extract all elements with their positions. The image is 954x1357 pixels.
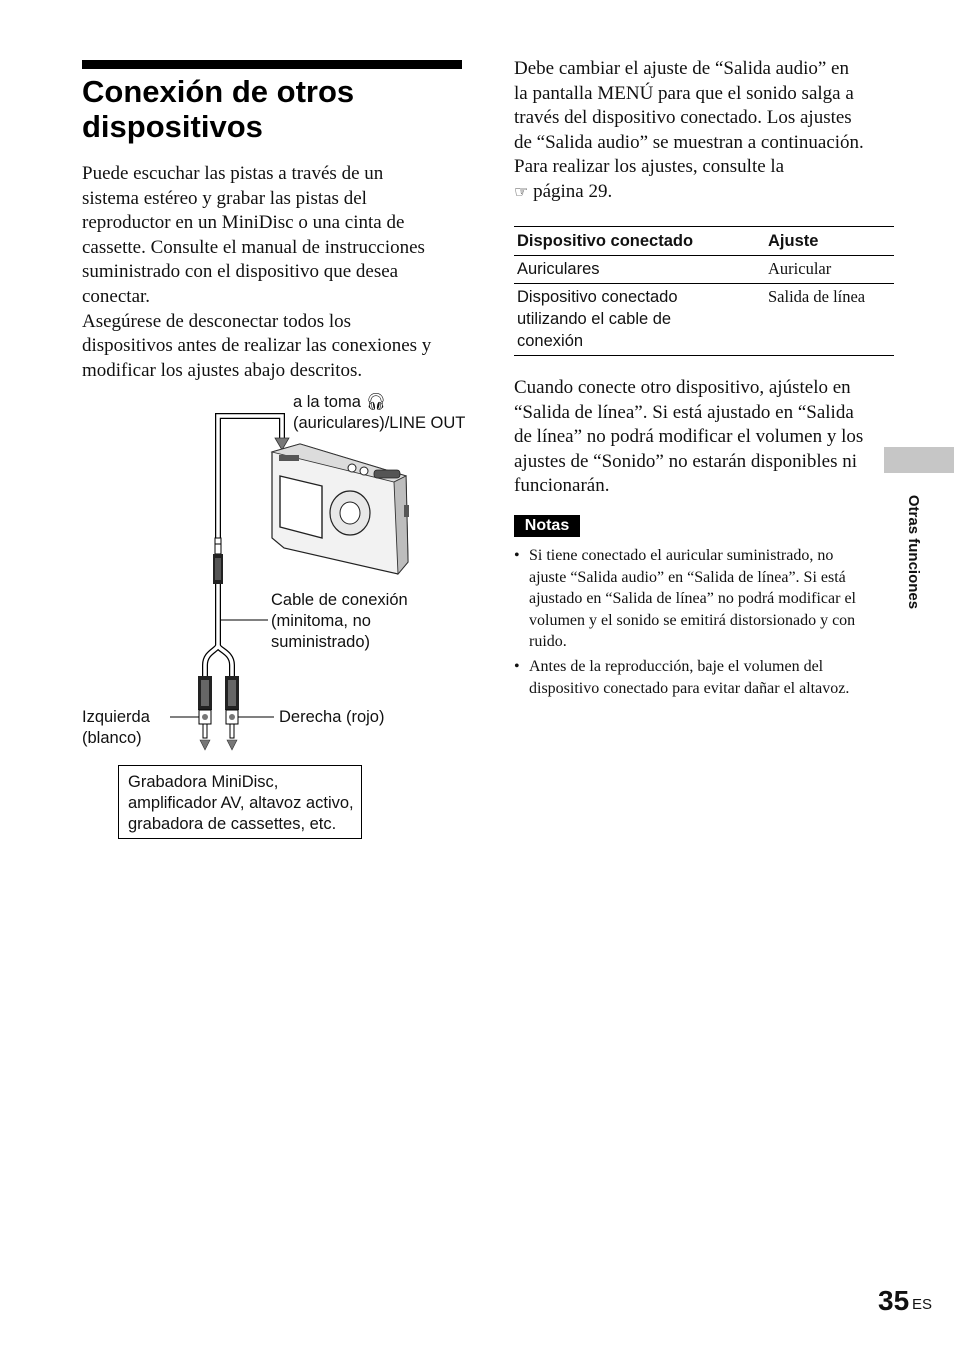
- device-box-line: grabadora de cassettes, etc.: [128, 815, 337, 833]
- device-line: Dispositivo conectado: [517, 288, 678, 306]
- note-line: Si tiene conectado el auricular suministrado, no: [529, 547, 834, 564]
- after-table-line: ajustes de “Sonido” no estarán disponibles ni: [514, 450, 857, 472]
- reference-icon: ☞: [514, 181, 529, 201]
- after-table-line: funcionarán.: [514, 475, 610, 497]
- intro-line: Puede escuchar las pistas a través de un: [82, 163, 384, 184]
- bullet-icon: •: [514, 547, 520, 564]
- left-label-line: (blanco): [82, 729, 142, 747]
- right-intro-line: de “Salida audio” se muestran a continuación.: [514, 131, 864, 153]
- left-label-line: Izquierda: [82, 708, 150, 726]
- note-item: [529, 545, 899, 653]
- right-intro-line: la pantalla MENÚ para que el sonido salga a: [514, 82, 854, 104]
- settings-table: [514, 226, 894, 356]
- title-line: dispositivos: [82, 109, 263, 144]
- jack-label-line: (auriculares)/LINE OUT: [293, 414, 466, 432]
- cable-label-line: (minitoma, no: [271, 612, 371, 630]
- device-line: Auriculares: [517, 260, 600, 278]
- right-intro-line: Para realizar los ajustes, consulte la: [514, 156, 785, 178]
- table-row: [514, 256, 894, 284]
- note-line: dispositivo conectado para evitar dañar el altavoz.: [529, 679, 850, 697]
- right-channel-label: [279, 707, 384, 728]
- cable-label: [271, 590, 408, 653]
- after-table-line: Cuando conecte otro dispositivo, ajústelo en: [514, 377, 851, 398]
- target-device-box: [118, 765, 362, 839]
- section-label: Otras funciones: [905, 494, 922, 610]
- note-line: ajustado en “Salida de línea” no podrá modificar el: [529, 590, 856, 608]
- note-item: [529, 656, 899, 699]
- cable-label-line: Cable de conexión: [271, 591, 408, 609]
- device-line: conexión: [517, 332, 584, 350]
- intro-line: suministrado con el dispositivo que desea: [82, 261, 399, 283]
- device-box-line: Grabadora MiniDisc,: [128, 773, 279, 791]
- intro-line: modificar los ajustes abajo descritos.: [82, 359, 363, 381]
- device-line: utilizando el cable de: [517, 310, 672, 328]
- table-row: [514, 284, 894, 356]
- device-box-line: amplificador AV, altavoz activo,: [128, 794, 354, 812]
- intro-line: sistema estéreo y grabar las pistas del: [82, 187, 367, 209]
- player-device: [272, 444, 409, 574]
- cable-label-line: suministrado): [271, 633, 371, 651]
- table-header-row: [514, 227, 894, 256]
- intro-line: conectar.: [82, 285, 151, 307]
- table-header-device: Dispositivo conectado: [514, 227, 765, 256]
- jack-label: [293, 392, 465, 434]
- intro-line: cassette. Consulte el manual de instrucciones: [82, 236, 425, 258]
- table-cell-device: [514, 284, 765, 356]
- setting-value: Auricular: [768, 259, 832, 278]
- note-line: ruido.: [529, 633, 567, 651]
- intro-line: reproductor en un MiniDisc o una cinta de: [82, 212, 405, 234]
- right-label-line: Derecha (rojo): [279, 708, 385, 726]
- after-table-line: de línea” no podrá modificar el volumen y los: [514, 426, 864, 448]
- mini-plug: [213, 538, 223, 584]
- table-header-setting: Ajuste: [765, 227, 894, 256]
- note-line: Antes de la reproducción, baje el volumen del: [529, 658, 824, 675]
- page-number: 35: [878, 1285, 910, 1316]
- after-table-line: “Salida de línea”. Si está ajustado en “Salida: [514, 401, 854, 423]
- section-tab: [884, 447, 954, 473]
- right-intro-line: Debe cambiar el ajuste de “Salida audio” en: [514, 58, 849, 79]
- title-line: Conexión de otros: [82, 74, 355, 109]
- table-cell-device: [514, 256, 765, 284]
- rca-plug-left: [198, 676, 212, 750]
- intro-line: Asegúrese de desconectar todos los: [82, 310, 352, 332]
- after-table-paragraph: [514, 376, 889, 499]
- table-cell-setting: [765, 256, 894, 284]
- setting-value: Salida de línea: [768, 287, 866, 306]
- rca-plug-right: [225, 676, 239, 750]
- note-line: ajuste “Salida audio” en “Salida de línea”. Si está: [529, 568, 846, 586]
- notes-badge: Notas: [514, 515, 580, 537]
- bullet-icon: •: [514, 658, 520, 675]
- right-intro-line: través del dispositivo conectado. Los ajustes: [514, 107, 852, 129]
- headphone-icon: 🎧︎: [365, 393, 387, 411]
- page-reference-text: página 29.: [533, 180, 613, 202]
- table-cell-setting: [765, 284, 894, 356]
- left-channel-label: [82, 707, 150, 749]
- page-language: ES: [912, 1296, 933, 1313]
- intro-line: dispositivos antes de realizar las conexiones y: [82, 335, 432, 357]
- page-reference: [514, 180, 904, 205]
- note-line: volumen y el sonido se emitirá distorsionado y con: [529, 611, 856, 629]
- right-intro-paragraph: [514, 57, 904, 205]
- jack-label-line: a la toma: [293, 393, 361, 411]
